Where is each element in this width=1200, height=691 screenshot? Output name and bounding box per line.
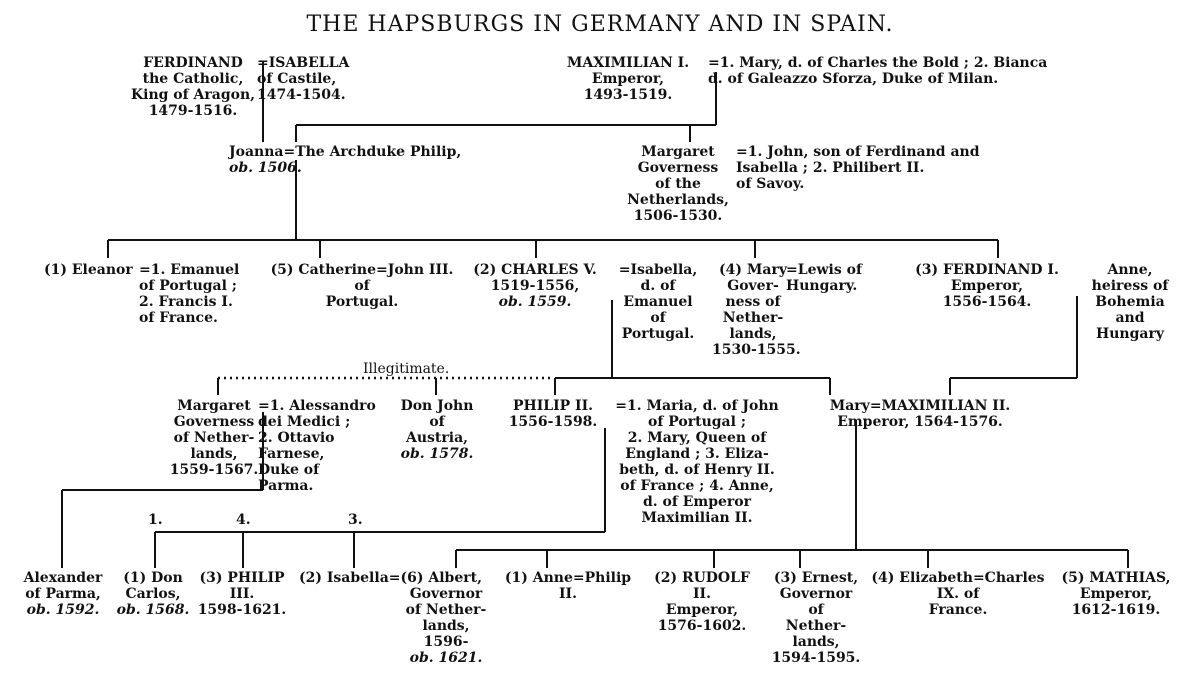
node-line: of France. [139, 310, 218, 326]
node-line: lands, [792, 634, 840, 650]
node-line: of Nether- [173, 430, 255, 446]
node-line: 1479-1516. [148, 103, 238, 119]
node-philip-ii [497, 398, 609, 430]
node-line: (2) Isabella=(6) Albert, [299, 570, 482, 586]
node-ferdinand-catholic [126, 55, 260, 119]
node-line: Mary=MAXIMILIAN II. [829, 398, 1011, 414]
node-line: MAXIMILIAN I. [566, 55, 690, 71]
marker-1 [148, 512, 163, 528]
node-anne-philip [498, 570, 638, 602]
node-line: ness of [725, 294, 781, 310]
node-line: Governess [637, 160, 719, 176]
node-line: 1596- [423, 634, 469, 650]
node-line: d. of Galeazzo Sforza, Duke of Milan. [708, 71, 999, 87]
node-line: Nether- [785, 618, 847, 634]
node-line: lands, [422, 618, 470, 634]
node-line: 1493-1519. [583, 87, 673, 103]
node-line: Emperor, [1079, 586, 1153, 602]
node-line: II. [559, 586, 577, 602]
marker-4 [236, 512, 251, 528]
node-line: PHILIP II. [512, 398, 594, 414]
node-line: (4) Mary [719, 262, 787, 278]
node-line: 1559-1567. [169, 462, 259, 478]
node-maximilian-i [548, 55, 708, 103]
node-isabella-portugal [606, 262, 710, 342]
node-charles-v [465, 262, 605, 310]
node-line: ob. 1578. [400, 446, 474, 462]
node-line: of [354, 278, 370, 294]
node-line: of Castile, [257, 71, 337, 87]
node-line: Bohemia [1095, 294, 1165, 310]
node-line: Netherlands, [627, 192, 729, 208]
node-line: Emperor, [950, 278, 1024, 294]
node-margaret-parma-husbands [258, 398, 376, 494]
node-line: (1) Eleanor [44, 262, 133, 278]
node-line: Portugal. [325, 294, 399, 310]
node-margaret-parma [166, 398, 262, 478]
node-ferdinand-i [894, 262, 1080, 310]
node-line: King of Aragon, [130, 87, 256, 103]
node-line: Joanna=The Archduke Philip, [229, 144, 462, 160]
node-line: 4. [236, 512, 251, 528]
node-line: (3) Ernest, [773, 570, 859, 586]
node-mary-hungary [712, 262, 801, 358]
node-line: of Nether- [405, 602, 487, 618]
node-margaret-husbands [736, 144, 980, 192]
node-line: of Portugal ; [139, 278, 237, 294]
node-line: =ISABELLA [257, 55, 350, 71]
node-line: 2. Ottavio [258, 430, 335, 446]
node-line: (5) Catherine=John III. [270, 262, 454, 278]
node-isabella-castile [257, 55, 349, 103]
node-elizabeth-charles [862, 570, 1054, 618]
node-joanna-philip [229, 144, 461, 176]
node-line: Hungary. [786, 278, 858, 294]
node-line: 1530-1555. [712, 342, 801, 358]
node-line: Governess [173, 414, 255, 430]
node-line: Gover- [727, 278, 779, 294]
node-mathias [1052, 570, 1180, 618]
node-line: of [650, 310, 666, 326]
node-line: 1576-1602. [657, 618, 747, 634]
node-eleanor-husbands [139, 262, 239, 326]
node-line: 3. [348, 512, 363, 528]
node-line: =1. Emanuel [139, 262, 240, 278]
node-line: of [429, 414, 445, 430]
node-line: 1594-1595. [771, 650, 861, 666]
node-line: 2. Mary, Queen of [627, 430, 767, 446]
node-line: Farnese, [258, 446, 325, 462]
node-line: d. of Emperor [642, 494, 752, 510]
node-line: d. of [640, 278, 676, 294]
node-line: Nether- [722, 310, 784, 326]
node-line: of Parma, [25, 586, 101, 602]
node-line: 1556-1564. [942, 294, 1032, 310]
node-line: =Lewis of [786, 262, 862, 278]
node-line: =Isabella, [618, 262, 698, 278]
node-line: 1. [148, 512, 163, 528]
node-anne-bohemia [1080, 262, 1180, 342]
node-line: Emperor, [665, 602, 739, 618]
node-line: 1519-1556, [490, 278, 580, 294]
node-line: (5) MATHIAS, [1061, 570, 1171, 586]
node-line: Margaret [177, 398, 251, 414]
node-line: Maximilian II. [641, 510, 753, 526]
node-line: of the [655, 176, 701, 192]
node-line: Emperor, 1564-1576. [837, 414, 1003, 430]
node-line: ob. 1568. [116, 602, 190, 618]
node-line: (2) RUDOLF [654, 570, 750, 586]
node-rudolf-ii [640, 570, 764, 634]
node-line: Emanuel [623, 294, 693, 310]
node-line: (3) PHILIP [199, 570, 285, 586]
node-line: =1. Maria, d. of John [615, 398, 779, 414]
node-line: of Portugal ; [648, 414, 746, 430]
node-line: Margaret [641, 144, 715, 160]
node-line: Austria, [405, 430, 469, 446]
node-mary-maximilian-ii [800, 398, 1040, 430]
node-line: ob. 1592. [26, 602, 100, 618]
node-line: of Savoy. [736, 176, 805, 192]
node-line: III. [229, 586, 255, 602]
node-line: (4) Elizabeth=Charles [871, 570, 1045, 586]
node-line: France. [928, 602, 988, 618]
node-line: 1598-1621. [197, 602, 287, 618]
node-line: Carlos, [125, 586, 181, 602]
chart-title: THE HAPSBURGS IN GERMANY AND IN SPAIN. [306, 12, 894, 37]
node-line: Hungary [1096, 326, 1164, 342]
node-line: ob. 1559. [498, 294, 572, 310]
node-line: IX. of [936, 586, 980, 602]
node-philip-iii [190, 570, 294, 618]
node-line: Anne, [1107, 262, 1153, 278]
node-don-carlos [112, 570, 194, 618]
node-line: 1612-1619. [1071, 602, 1161, 618]
node-line: of France ; 4. Anne, [620, 478, 774, 494]
node-line: II. [693, 586, 711, 602]
node-line: 2. Francis I. [139, 294, 233, 310]
node-catherine [259, 262, 465, 310]
node-line: (2) CHARLES V. [473, 262, 597, 278]
node-line: of [808, 602, 824, 618]
node-line: (1) Anne=Philip [504, 570, 632, 586]
node-don-john [392, 398, 482, 462]
node-line: (3) FERDINAND I. [915, 262, 1059, 278]
node-line: Duke of [258, 462, 320, 478]
node-line: lands, [729, 326, 777, 342]
node-maximilian-wives [708, 55, 1047, 87]
node-line: Governor [779, 586, 853, 602]
node-line: 1474-1504. [257, 87, 346, 103]
node-line: Governor [409, 586, 483, 602]
node-line: beth, d. of Henry II. [619, 462, 775, 478]
illegitimate-label: Illegitimate. [363, 361, 450, 377]
node-albert-detail [396, 586, 496, 666]
node-line: the Catholic, [142, 71, 244, 87]
node-isabella-albert [299, 570, 482, 586]
node-line: heiress of [1091, 278, 1169, 294]
node-philip-ii-wives [602, 398, 792, 526]
node-line: =1. Mary, d. of Charles the Bold ; 2. Bianca [708, 55, 1048, 71]
node-alexander-parma [14, 570, 112, 618]
node-line: Portugal. [621, 326, 695, 342]
node-line: FERDINAND [143, 55, 243, 71]
node-line: dei Medici ; [258, 414, 351, 430]
node-eleanor [44, 262, 133, 278]
node-line: 1556-1598. [508, 414, 598, 430]
node-line: Alexander [23, 570, 103, 586]
node-line: and [1115, 310, 1145, 326]
node-line: England ; 3. Eliza- [625, 446, 769, 462]
node-line: 1506-1530. [633, 208, 723, 224]
node-line: ob. 1621. [409, 650, 483, 666]
node-line: Don John [400, 398, 474, 414]
node-lewis-hungary [786, 262, 862, 294]
node-line: (1) Don [123, 570, 183, 586]
node-line: lands, [190, 446, 238, 462]
node-line: Parma. [258, 478, 314, 494]
node-line: Isabella ; 2. Philibert II. [736, 160, 925, 176]
node-line: ob. 1506. [229, 160, 302, 176]
node-margaret-governess [622, 144, 734, 224]
node-ernest [768, 570, 864, 666]
node-line: Emperor, [591, 71, 665, 87]
node-line: =1. Alessandro [258, 398, 376, 414]
node-line: =1. John, son of Ferdinand and [736, 144, 980, 160]
marker-3 [348, 512, 363, 528]
